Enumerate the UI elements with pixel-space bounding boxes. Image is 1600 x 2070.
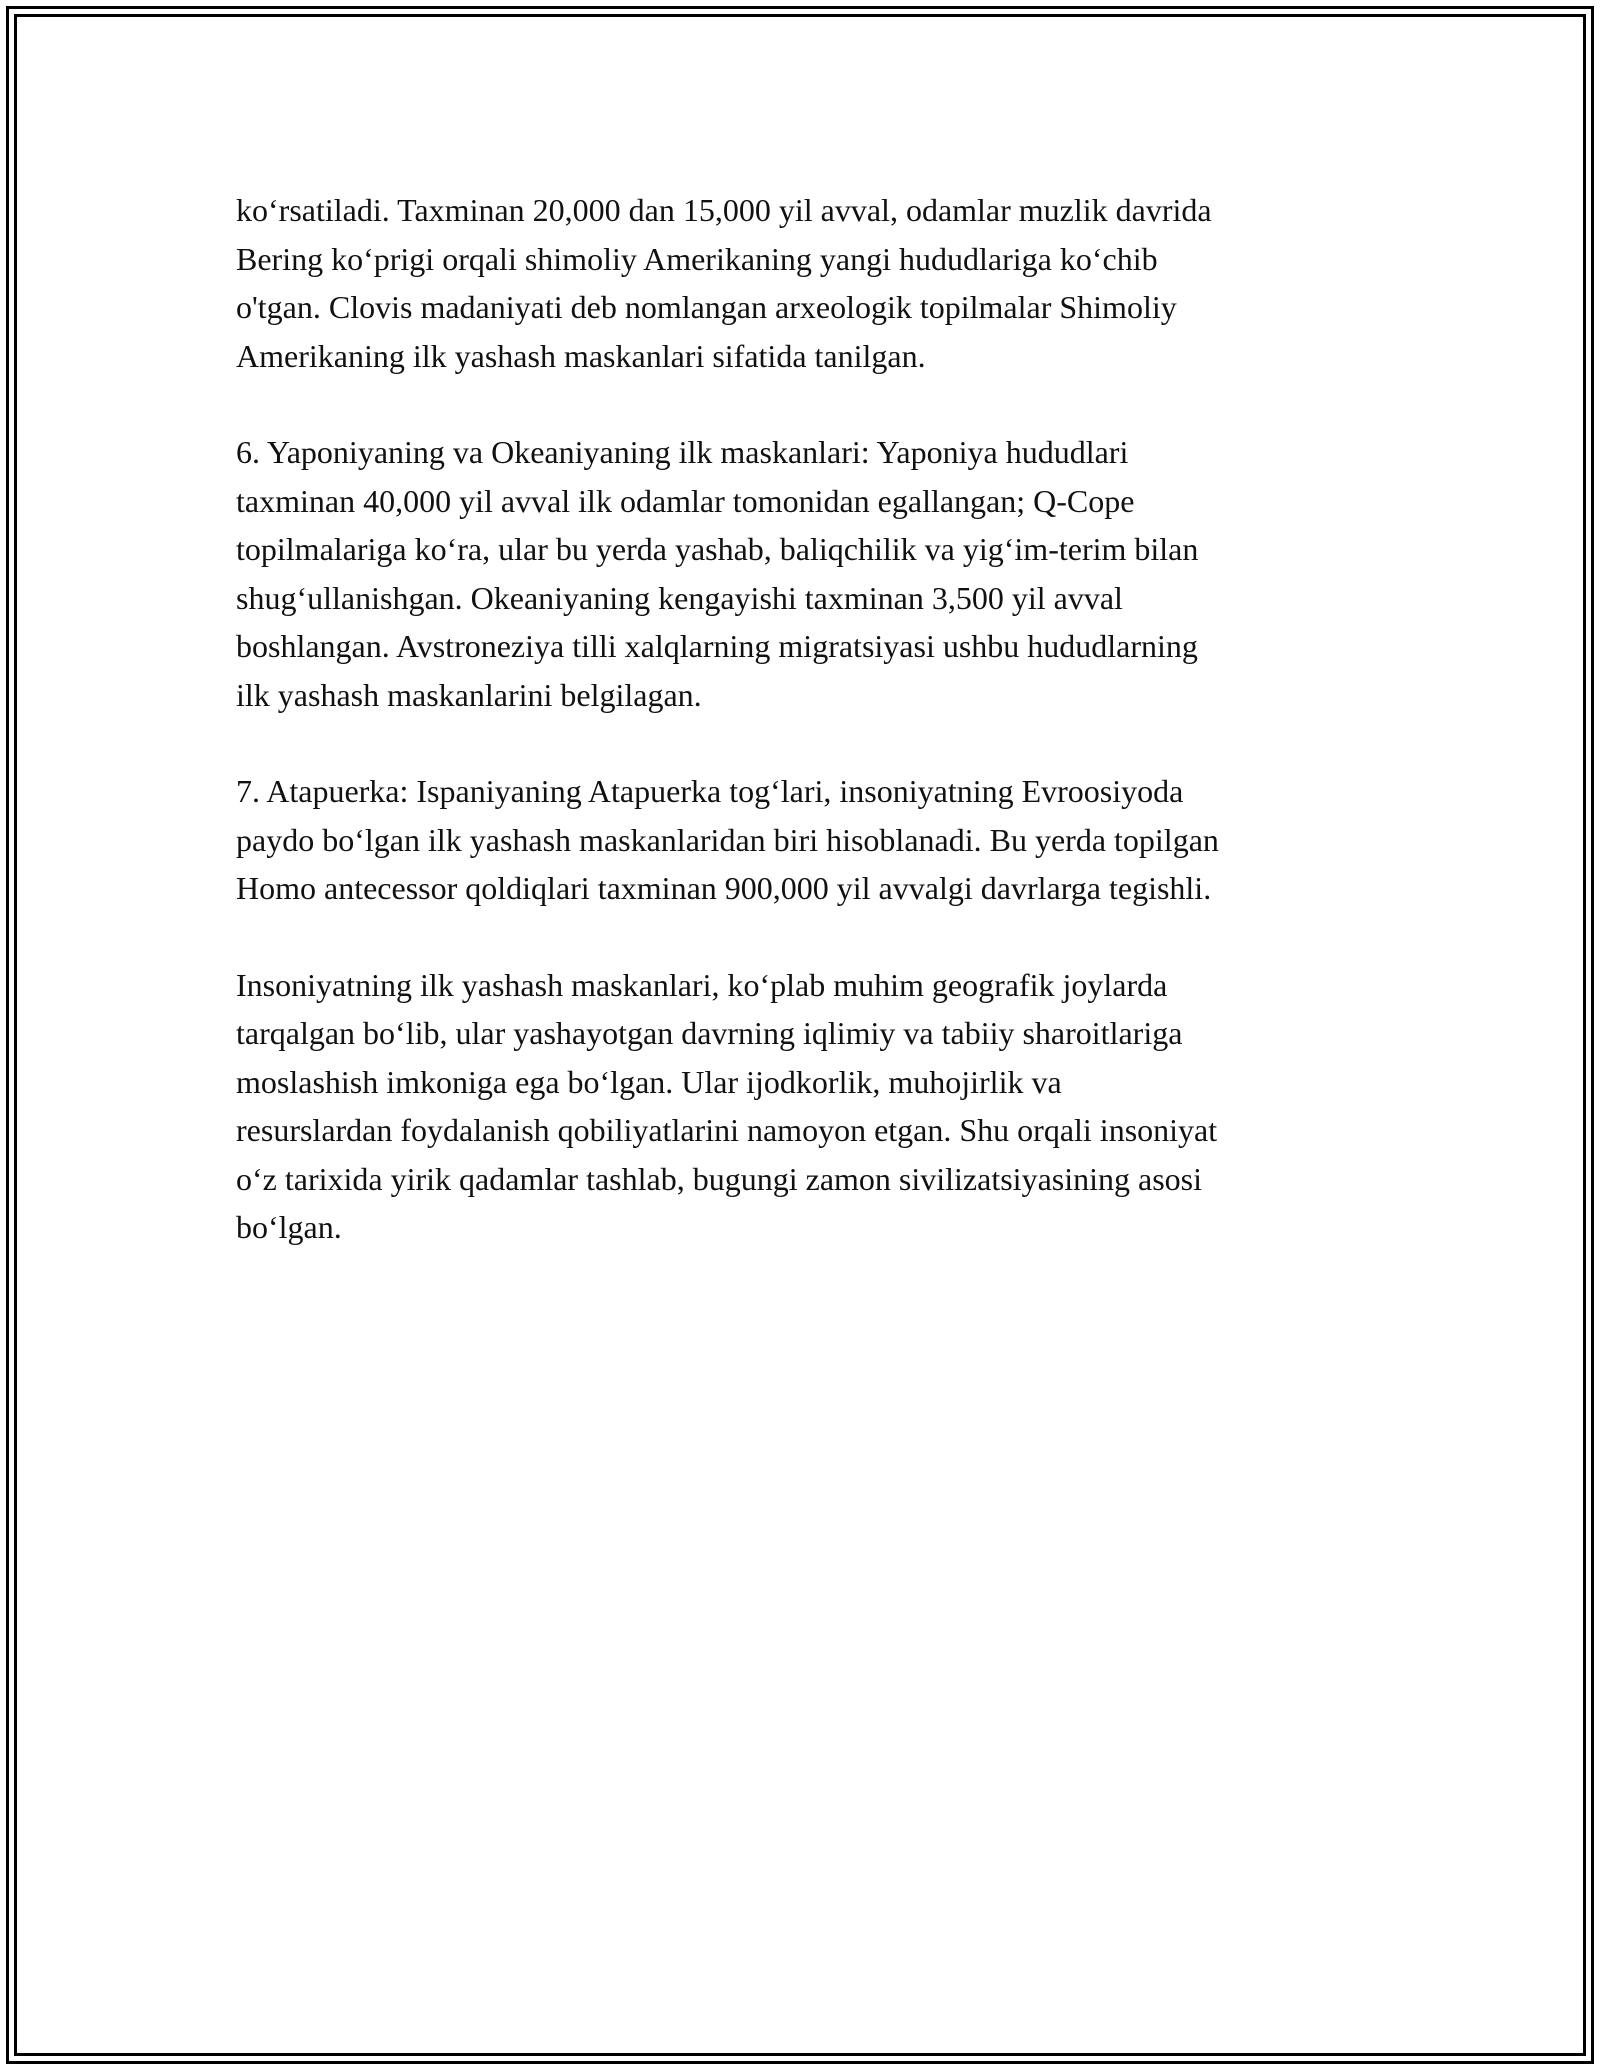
text-line: o'tgan. Clovis madaniyati deb nomlangan arxeologik topilmalar Shimoliy [236, 289, 1177, 325]
text-line: Bering koʻprigi orqali shimoliy Amerikaning yangi hududlariga koʻchib [236, 240, 1158, 277]
text-line: 6. Yaponiyaning va Okeaniyaning ilk maskanlari: Yaponiya hududlari [236, 434, 1129, 470]
text-line: ilk yashash maskanlarini belgilagan. [236, 676, 702, 713]
text-line: Insoniyatning ilk yashash maskanlari, koʻplab muhim geografik joylarda [236, 966, 1168, 1003]
paragraph-item-7 [236, 767, 1376, 913]
text-line: tarqalgan boʻlib, ular yashayotgan davrning iqlimiy va tabiiy sharoitlariga [236, 1015, 1183, 1051]
document-body [236, 186, 1376, 1300]
text-line: topilmalariga koʻra, ular bu yerda yashab, baliqchilik va yigʻim-terim bilan [236, 531, 1199, 567]
text-line: taxminan 40,000 yil avval ilk odamlar tomonidan egallangan; Q-Cope [236, 482, 1135, 519]
text-line: Amerikaning ilk yashash maskanlari sifatida tanilgan. [236, 337, 926, 374]
text-line: 7. Atapuerka: Ispaniyaning Atapuerka togʻlari, insoniyatning Evroosiyoda [236, 773, 1184, 809]
paragraph-continuation [236, 186, 1376, 380]
text-line: paydo boʻlgan ilk yashash maskanlaridan biri hisoblanadi. Bu yerda topilgan [236, 821, 1219, 858]
text-line: Homo antecessor qoldiqlari taxminan 900,000 yil avvalgi davrlarga tegishli. [236, 870, 1212, 906]
text-line: shugʻullanishgan. Okeaniyaning kengayishi taxminan 3,500 yil avval [236, 579, 1123, 616]
text-line: oʻz tarixida yirik qadamlar tashlab, bugungi zamon sivilizatsiyasining asosi [236, 1160, 1202, 1197]
text-line: boshlangan. Avstroneziya tilli xalqlarning migratsiyasi ushbu hududlarning [236, 628, 1198, 664]
text-line: moslashish imkoniga ega boʻlgan. Ular ijodkorlik, muhojirlik va [236, 1063, 1062, 1100]
paragraph-item-6 [236, 428, 1376, 719]
text-line: resurslardan foydalanish qobiliyatlarini namoyon etgan. Shu orqali insoniyat [236, 1112, 1218, 1148]
paragraph-conclusion [236, 961, 1376, 1252]
text-line: boʻlgan. [236, 1209, 342, 1245]
text-line: koʻrsatiladi. Taxminan 20,000 dan 15,000 yil avval, odamlar muzlik davrida [236, 192, 1212, 228]
